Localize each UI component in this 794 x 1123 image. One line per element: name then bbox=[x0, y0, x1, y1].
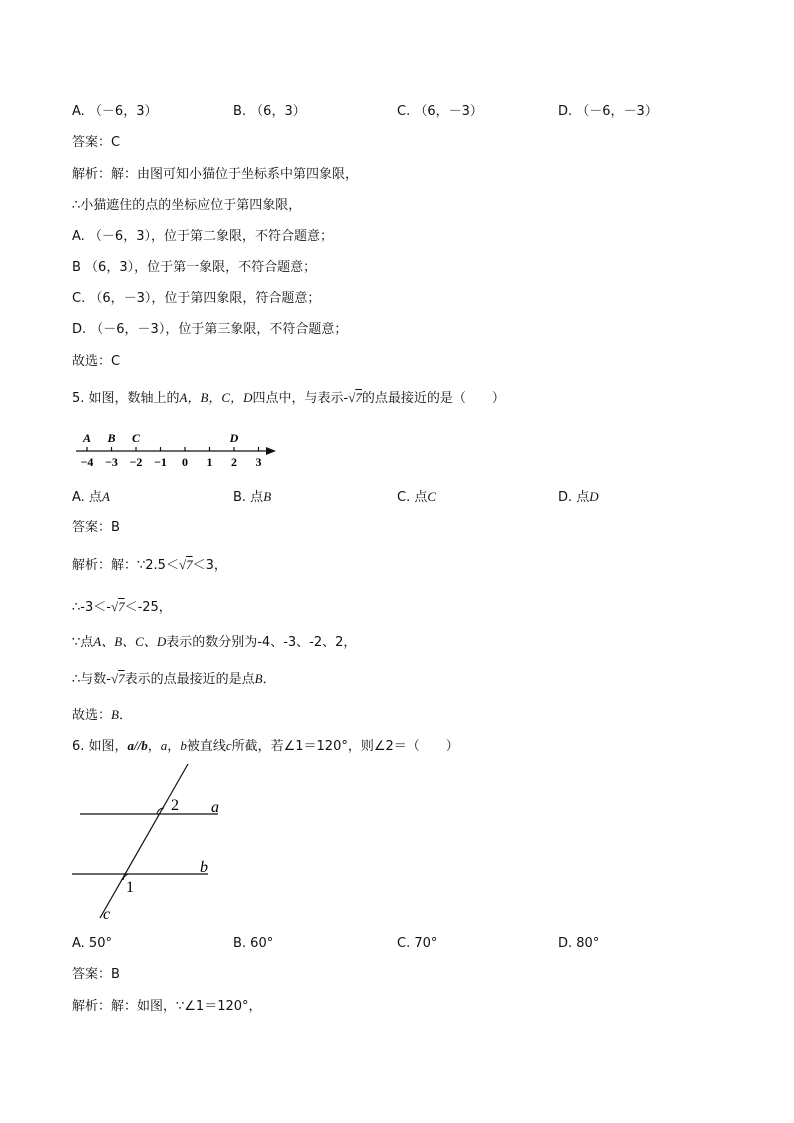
q5-answer: 答案：B bbox=[72, 520, 120, 535]
number-line-tick-label: −2 bbox=[129, 455, 143, 469]
q6-option-b: B. 60° bbox=[233, 936, 274, 951]
number-line-tick-label: −1 bbox=[154, 455, 167, 469]
q5-stem: 5. 如图，数轴上的A，B，C，D四点中，与表示-√7的点最接近的是（ ） bbox=[72, 390, 505, 406]
q6-analysis-line: 解析：解：如图，∵∠1＝120°， bbox=[72, 999, 262, 1014]
number-line-arrow bbox=[266, 447, 276, 455]
q4-analysis-line: A. （－6，3），位于第二象限，不符合题意； bbox=[72, 229, 333, 244]
q6-option-d: D. 80° bbox=[558, 936, 600, 951]
q4-answer: 答案：C bbox=[72, 135, 121, 150]
line-b-label: b bbox=[200, 859, 208, 876]
q4-choice: 故选：C bbox=[72, 354, 121, 369]
q5-analysis-line: ∴与数-√7表示的点最接近的是点B． bbox=[72, 671, 276, 687]
q5-analysis-line: ∴-3＜-√7＜-25， bbox=[72, 599, 172, 615]
line-c-label: c bbox=[103, 906, 111, 923]
q5-option-c: C. 点C bbox=[397, 489, 437, 505]
number-line-point-label: B bbox=[107, 431, 116, 445]
q6-stem: 6. 如图，a//b，a，b被直线c所截，若∠1＝120°，则∠2＝（ ） bbox=[72, 738, 459, 754]
angle-2-label: 2 bbox=[171, 797, 179, 814]
q5-option-b: B. 点B bbox=[233, 489, 272, 505]
q5-analysis-line: 解析：解：∵2.5＜√7＜3， bbox=[72, 557, 227, 573]
q6-option-a: A. 50° bbox=[72, 936, 112, 951]
q5-analysis-line: ∵点A、B、C、D表示的数分别为-4、-3、-2、2， bbox=[72, 634, 357, 650]
q4-analysis-line: C. （6，－3），位于第四象限，符合题意； bbox=[72, 291, 321, 306]
q5-stem-points: A，B，C，D bbox=[179, 390, 253, 405]
q4-analysis-line: D. （－6，－3），位于第三象限，不符合题意； bbox=[72, 322, 348, 337]
q5-option-d: D. 点D bbox=[558, 489, 599, 505]
number-line-tick-label: −4 bbox=[80, 455, 94, 469]
q5-option-a: A. 点A bbox=[72, 489, 110, 505]
q4-analysis-line: 解析：解：由图可知小猫位于坐标系中第四象限， bbox=[72, 167, 359, 182]
q6-option-c: C. 70° bbox=[397, 936, 438, 951]
q4-analysis-line: ∴小猫遮住的点的坐标应位于第四象限， bbox=[72, 198, 302, 213]
line-a-label: a bbox=[211, 799, 219, 816]
q4-option-c: C. （6，－3） bbox=[397, 104, 483, 119]
angle-1-label: 1 bbox=[126, 879, 134, 896]
number-line-tick-label: 0 bbox=[182, 455, 188, 469]
number-line-tick-label: 2 bbox=[231, 455, 237, 469]
q4-analysis-line: B （6，3），位于第一象限，不符合题意； bbox=[72, 260, 317, 275]
q4-option-d: D. （－6，－3） bbox=[558, 104, 658, 119]
q6-figure bbox=[70, 762, 230, 924]
q6-answer: 答案：B bbox=[72, 967, 120, 982]
number-line-point-label: D bbox=[229, 431, 239, 445]
number-line-tick-label: 1 bbox=[206, 455, 213, 469]
number-line-point-label: C bbox=[131, 431, 141, 445]
number-line-tick-label: 3 bbox=[255, 455, 262, 469]
line-c bbox=[100, 764, 188, 918]
number-line-tick-label: −3 bbox=[105, 455, 118, 469]
q4-option-b: B. （6，3） bbox=[233, 104, 306, 119]
q5-number-line bbox=[70, 424, 285, 472]
sqrt-7: √7 bbox=[348, 390, 362, 405]
q5-choice: 故选：B． bbox=[72, 707, 132, 723]
number-line-point-label: A bbox=[82, 431, 92, 445]
q4-option-a: A. （－6，3） bbox=[72, 104, 158, 119]
